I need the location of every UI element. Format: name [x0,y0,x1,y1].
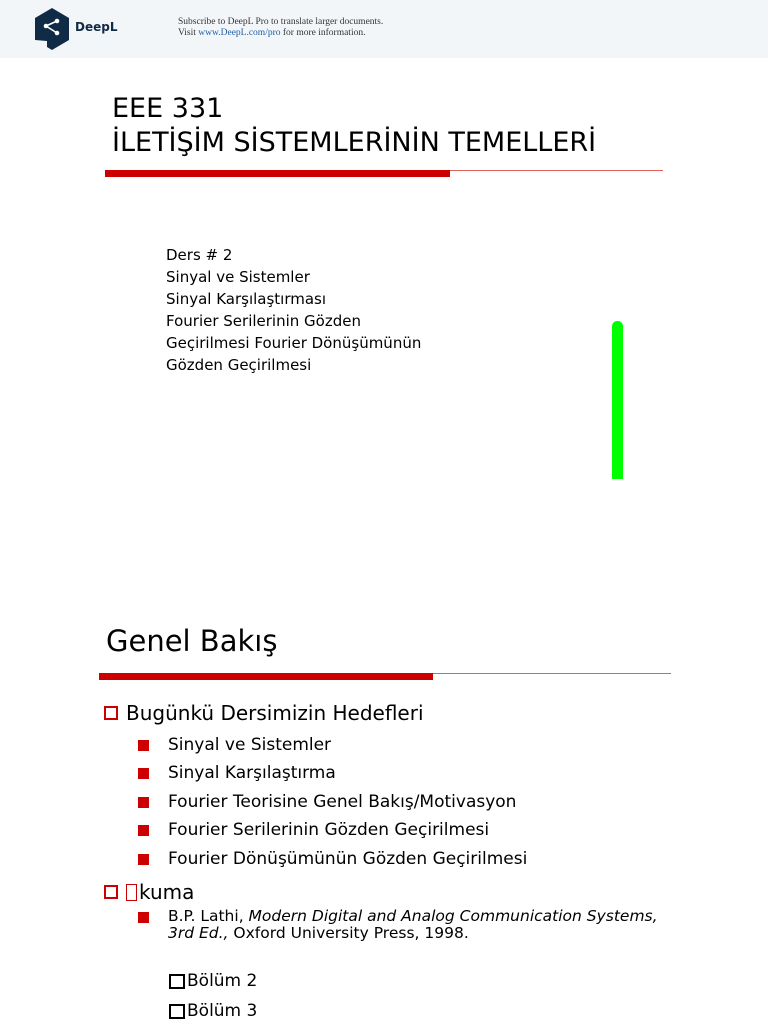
chapter-item [169,971,257,991]
objectives-title: Bugünkü Dersimizin Hedefleri [126,701,424,725]
reading-title: kuma [139,880,195,904]
course-code: EEE 331 [112,93,224,124]
lecture-line: Sinyal ve Sistemler [166,268,310,286]
reading-bullet [104,880,194,904]
lecture-line: Sinyal Karşılaştırması [166,290,327,308]
square-bullet-icon [138,797,149,808]
objective-text: Fourier Teorisine Genel Bakış/Motivasyon [168,792,517,812]
objective-text: Sinyal ve Sistemler [168,735,332,755]
objective-text: Sinyal Karşılaştırma [168,763,336,783]
hollow-square-bullet-icon [104,885,118,899]
lecture-line: Geçirilmesi Fourier Dönüşümünün [166,334,422,352]
overview-heading: Genel Bakış [106,624,278,658]
lecture-line: Gözden Geçirilmesi [166,356,312,374]
promo-visit: Visit [178,28,199,38]
ref-author: B.P. Lathi, [168,907,249,925]
deepl-banner [0,0,768,58]
heading-underline-thin [433,673,671,674]
green-marker-bar [612,321,623,479]
checkbox-square-icon [169,1004,185,1019]
objective-text: Fourier Serilerinin Gözden Geçirilmesi [168,820,490,840]
deepl-pro-link[interactable]: www.DeepL.com/pro [198,28,281,38]
missing-glyph-icon [126,884,137,901]
reference-item [138,908,658,942]
deepl-logo-icon [33,7,71,51]
lecture-line: Fourier Serilerinin Gözden [166,312,361,330]
deepl-brand-name: DeepL [75,20,118,34]
objectives-bullet [104,701,424,725]
list-item [138,763,336,783]
square-bullet-icon [138,740,149,751]
promo-line-1: Subscribe to DeepL Pro to translate larger documents. [178,17,384,27]
promo-text [178,17,383,39]
square-bullet-icon [138,768,149,779]
ref-edition: , 3rd Ed., [168,907,658,942]
chapter-label: Bölüm 2 [187,971,258,991]
square-bullet-icon [138,854,149,865]
list-item [138,820,489,840]
promo-tail: for more information. [280,28,366,38]
lecture-line: Ders # 2 [166,246,233,264]
chapter-item [169,1001,257,1021]
list-item [138,735,331,755]
ref-publisher: Oxford University Press, 1998. [228,924,469,942]
square-bullet-icon [138,912,149,923]
ref-book-title: Modern Digital and Analog Communication Systems [248,907,653,925]
promo-line-2 [178,28,383,39]
title-underline-thin [450,170,663,171]
list-item [138,792,516,812]
reference-text [168,908,658,942]
checkbox-square-icon [169,974,185,989]
list-item [138,849,527,869]
square-bullet-icon [138,825,149,836]
chapter-label: Bölüm 3 [187,1001,258,1021]
objective-text: Fourier Dönüşümünün Gözden Geçirilmesi [168,849,528,869]
lecture-topics [166,244,421,376]
heading-underline-thick [99,673,433,680]
course-name: İLETİŞİM SİSTEMLERİNİN TEMELLERİ [112,127,597,158]
title-underline-thick [105,170,450,177]
slide-title [112,92,596,160]
hollow-square-bullet-icon [104,706,118,720]
